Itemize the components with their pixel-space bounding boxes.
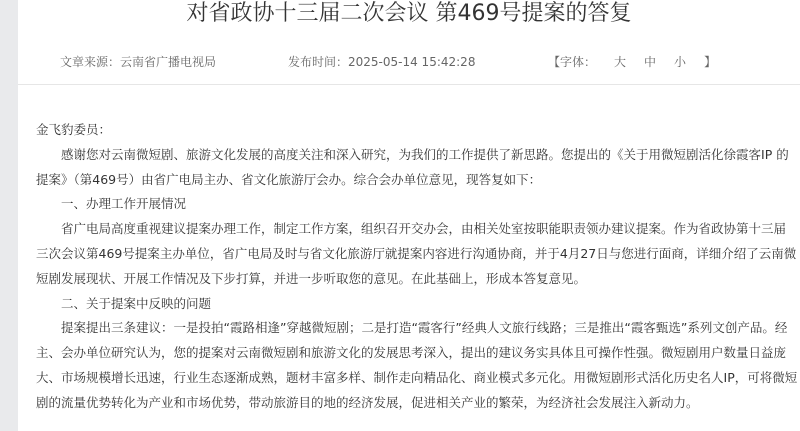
- font-size-large-button[interactable]: 大: [614, 55, 627, 69]
- article-title: 对省政协十三届二次会议 第469号提案的答复: [186, 1, 632, 26]
- font-size-medium-button[interactable]: 中: [644, 55, 657, 69]
- body-paragraph: 感谢您对云南微短剧、旅游文化发展的高度关注和深入研究，为我们的工作提供了新思路。您提出的《关于用微短剧活化徐霞客IP 的提案》（第469号）由省广电局主办、省文化旅游厅会办。综合会办单位意见，现答复如下：: [36, 146, 789, 187]
- publish-time: 发布时间：2025-05-14 15:42:28: [288, 55, 476, 69]
- body-paragraph: 省广电局高度重视建议提案办理工作，制定工作方案，组织召开交办会，由相关处室按职能职责领办建议提案。作为省政协第十三届三次会议第469号提案主办单位，省广电局及时与省文化旅游厅就提案内容进行沟通协商，并于4月27日与您进行面商，详细介绍了云南微短剧发展现状、开展工作情况及下步打算，并进一步听取您的意见。在此基础上，形成本答复意见。: [36, 221, 797, 286]
- article-body: [36, 118, 798, 416]
- font-size-switcher: [548, 53, 734, 70]
- section-heading: 一、办理工作开展情况: [61, 196, 187, 212]
- font-size-label: 【字体：: [548, 55, 597, 69]
- section-heading: 二、关于提案中反映的问题: [61, 295, 212, 311]
- header-divider: [18, 84, 800, 85]
- font-size-close-bracket: 】: [704, 55, 717, 69]
- body-paragraph: 提案提出三条建议：一是投拍“霞路相逢”穿越微短剧；二是打造“霞客行”经典人文旅行线路；三是推出“霞客甄选”系列文创产品。经主、会办单位研究认为，您的提案对云南微短剧和旅游文化的发展思考深入，提出的建议务实具体且可操作性强。微短剧用户数量日益庞大、市场规模增长迅速，行业生态逐渐成熟，题材丰富多样、制作走向精品化、商业模式多元化。用微短剧形式活化历史名人IP，可将微短剧的流量优势转化为产业和市场优势，带动旅游目的地的经济发展，促进相关产业的繁荣，为经济社会发展注入新动力。: [36, 320, 798, 410]
- salutation: 金飞豹委员：: [36, 122, 112, 137]
- font-size-small-button[interactable]: 小: [674, 55, 687, 69]
- article-source: 文章来源：云南省广播电视局: [60, 55, 217, 69]
- article-page: [18, 0, 800, 431]
